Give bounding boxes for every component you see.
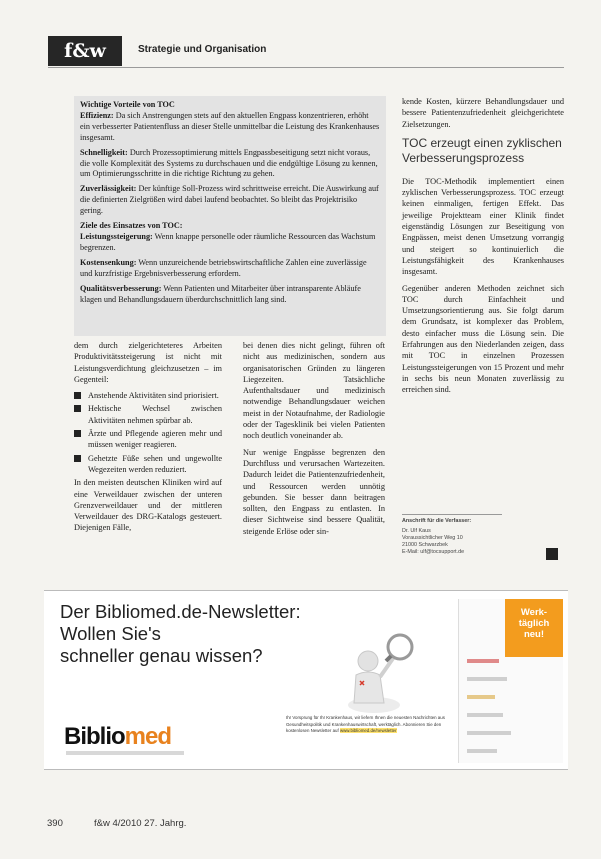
newsletter-ad[interactable] (44, 590, 568, 770)
bullet-square-icon (74, 455, 81, 462)
partner-logo (467, 677, 507, 681)
partner-logo (467, 731, 511, 735)
address-rule (402, 514, 502, 515)
address-line: Voraussichtlicher Weg 10 (402, 535, 463, 541)
paragraph: Nur wenige Engpässe begrenzen den Durchfluss und verursachen Wartezeiten. Dadurch leidet die Patientenzufriedenheit, und Ressourcen werden unnötig gebunden. Sie besser dann beitragen sollten, den Engpass zu entlasten. In dieser Sichtweise sind bessere Qualität, steigende Erlöse oder sin- (243, 447, 385, 536)
logo-tagline-bar (66, 751, 184, 755)
text-column-3 (402, 96, 564, 401)
list-item: Gehetzte Füße sehen und ungewollte Wegezeiten werden reduziert. (74, 453, 222, 476)
ad-newsletter-preview (458, 599, 563, 763)
ad-headline: Der Bibliomed.de-Newsletter: Wollen Sie's schneller genau wissen? (60, 601, 301, 666)
subheading: TOC erzeugt einen zyklischen Verbesserungsprozess (402, 135, 562, 165)
address-line: Dr. Ulf Kaus (402, 528, 431, 534)
partner-logo-list (467, 659, 557, 767)
paragraph: kende Kosten, kürzere Behandlungsdauer und bessere Patientenzufriedenheit gleichgerichtete Zielsetzungen. (402, 97, 564, 129)
journal-logo: f&w (48, 36, 122, 66)
header-rule (48, 67, 564, 68)
address-line: 21000 Schwarzbek (402, 542, 448, 548)
bullet-square-icon (74, 392, 81, 399)
bullet-square-icon (74, 430, 81, 437)
paragraph: dem durch zielgerichteteres Arbeiten Produktivitätssteigerung ist nicht mit Leistungsverdichtung gleichzusetzen – im Gegenteil: (74, 341, 222, 384)
journal-issue: f&w 4/2010 27. Jahrg. (94, 818, 187, 829)
paragraph: Die TOC-Methodik implementiert einen zyklischen Verbesserungsprozess. TOC erzeugt keinen einmaligen, fertigen Effekt. Das jeweilige Projektteam einer Klinik findet eigenständig Lösungen zur Beseitigung von Engpässen, meist denen Umsetzung vorrangig und steigert so kontinuierlich die Leistungsfähigkeit des Krankenhauses insgesamt. (402, 176, 564, 277)
box-item: Zuverlässigkeit: Der künftige Soll-Prozess wird schrittweise erreicht. Die Auswirkung auf die definierten Zielgrößen wird dabei laufend beobachtet. So bleibt das Projektrisiko gering. (80, 184, 379, 216)
paragraph: bei denen dies nicht gelingt, führen oft nicht aus medizinischen, sondern aus organisatorischen Gründen zu längeren Liegezeiten. Tatsächliche Aufenthaltsdauer und medizinisch notwendige Behandlungsdauer weichen meist in der Notaufnahme, der Radiologie oder der Tagesklinik bei vielen Patienten noch deutlich voneinander ab. (243, 341, 385, 441)
box-goal: Leistungssteigerung: Wenn knappe personelle oder räumliche Ressourcen das Wachstum begrenzen. (80, 231, 376, 252)
partner-logo (467, 659, 499, 663)
author-address (402, 518, 564, 556)
address-line: E-Mail: ulf@tocsupport.de (402, 549, 465, 555)
partner-logo (467, 713, 503, 717)
figure-with-magnifier-icon (344, 631, 414, 721)
box-item: Effizienz: Da sich Anstrengungen stets auf den aktuellen Engpass konzentrieren, erhöht ein verbesserter Patientenfluss an dieser Stelle unmittelbar die Leistung des Krankenhauses insgesamt. (80, 110, 380, 142)
text-column-2 (243, 340, 385, 542)
list-item: Ärzte und Pflegende agieren mehr und müssen weniger reagieren. (74, 428, 222, 451)
section-title: Strategie und Organisation (138, 44, 267, 55)
article-end-mark (546, 548, 558, 560)
daily-badge: Werk- täglich neu! (505, 599, 563, 657)
box-title: Wichtige Vorteile von TOC (80, 100, 175, 109)
partner-logo (467, 695, 495, 699)
box-goal: Kostensenkung: Wenn unzureichende betriebswirtschaftliche Zahlen eine zuverlässige und kurzfristige Ergebnisverbesserung erfordern. (80, 257, 367, 278)
advantages-box (74, 96, 386, 336)
ad-text: Ihr Vorsprung für Ihr Krankenhaus, wir liefern Ihnen die neuesten Nachrichten aus Gesundheitspolitik und Krankenhauswirtschaft, werktäglich. Abonnieren Sie den kostenlosen Newsletter auf www.bibliomed.de/newsletter (286, 715, 445, 734)
newsletter-link[interactable]: www.bibliomed.de/newsletter (339, 728, 397, 734)
paragraph: In den meisten deutschen Kliniken wird auf eine Verweildauer zwischen der unteren Grenzverweildauer und der mittleren Verweildauer des DRG-Katalogs gesteuert. Diejenigen Fälle, (74, 478, 222, 533)
list-item: Anstehende Aktivitäten sind priorisiert. (74, 390, 222, 401)
paragraph: Gegenüber anderen Methoden zeichnet sich TOC durch Einfachheit und Umsetzungsorientierung aus. Sie folgt darum dem Grundsatz, ist komplexer das Problem, desto einfacher muss die Lösung sein. Die Erfahrungen aus den Niederlanden zeigen, dass mit TOC in einzelnen Prozessen Leistungssteigerungen von 15 Prozent und mehr in sechs bis neun Monaten zuverlässig zu erreichen sind. (402, 283, 564, 395)
box-item: Schnelligkeit: Durch Prozessoptimierung mittels Engpassbeseitigung setzt nicht voraus, die volle Komplexität des Systems zu durchschauen und die endgültige Lösung zu kennen, um Optimierungsschritte in die richtige Richtung zu gehen. (80, 147, 378, 179)
page-number: 390 (47, 818, 63, 829)
bullet-list (74, 390, 222, 475)
partner-logo (467, 749, 497, 753)
text-column-1 (74, 340, 222, 539)
bullet-square-icon (74, 405, 81, 412)
address-title: Anschrift für die Verfasser: (402, 518, 472, 524)
box-title-2: Ziele des Einsatzes von TOC: (80, 221, 183, 231)
list-item: Hektische Wechsel zwischen Aktivitäten nehmen spürbar ab. (74, 403, 222, 426)
bibliomed-logo: Bibliomed (64, 723, 172, 750)
box-goal: Qualitätsverbesserung: Wenn Patienten und Mitarbeiter über intransparente Abläufe klagen und Behandlungsdauern überdurchschnittlich lang sind. (80, 283, 361, 304)
